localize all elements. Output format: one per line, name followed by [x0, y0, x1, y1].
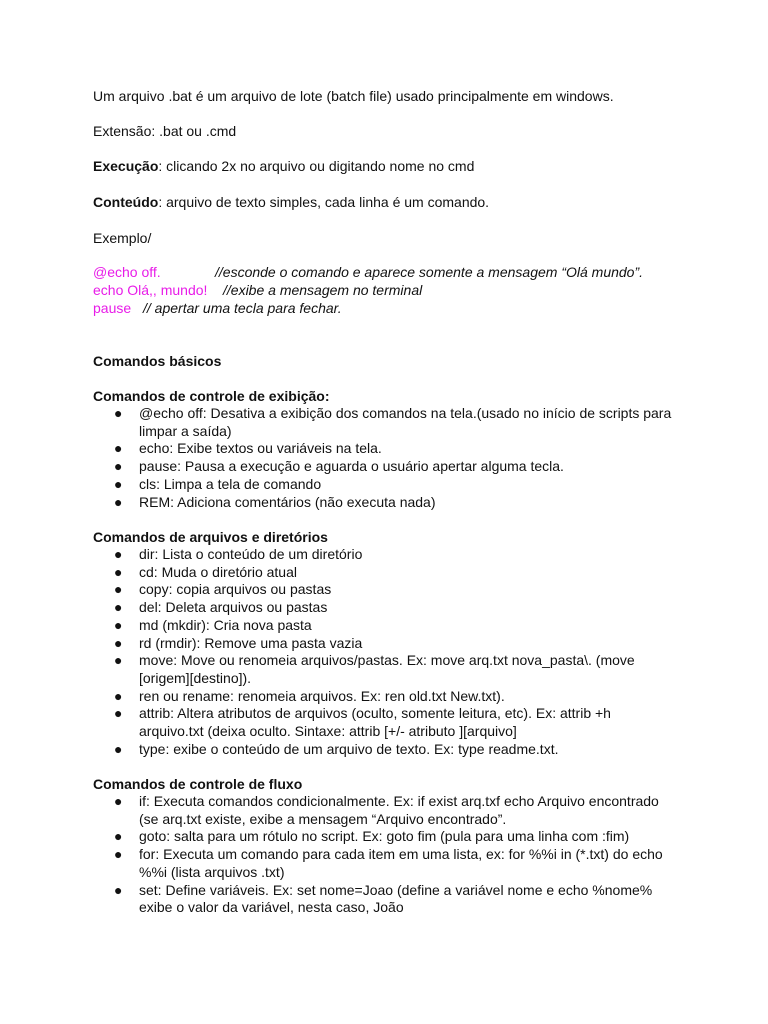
list-item-text: rd (rmdir): Remove uma pasta vazia — [139, 634, 363, 651]
list-item — [93, 494, 673, 512]
bullet-icon: ● — [114, 405, 123, 421]
bullet-icon: ● — [114, 475, 123, 492]
list-item-text: REM: Adiciona comentários (não executa nada) — [139, 493, 436, 510]
section-heading: Comandos de arquivos e diretórios — [93, 529, 328, 545]
code-command: echo Olá,, mundo! — [93, 282, 208, 298]
list-item — [93, 741, 673, 759]
code-line — [93, 263, 643, 281]
list-item — [93, 882, 673, 917]
list-item-text: md (mkdir): Cria nova pasta — [139, 616, 312, 633]
list-item — [93, 652, 673, 687]
bullet-icon: ● — [114, 563, 123, 580]
example-label: Exemplo/ — [93, 230, 152, 246]
list-item-text: move: Move ou renomeia arquivos/pastas. Ex: move arq.txt nova_pasta\. (move [origem][destino]). — [139, 652, 635, 686]
bullet-icon: ● — [114, 846, 123, 863]
list-item — [93, 476, 673, 494]
bullet-icon: ● — [114, 652, 123, 669]
bullet-icon: ● — [114, 493, 123, 510]
content-text: : arquivo de texto simples, cada linha é um comando. — [158, 194, 490, 210]
bullet-icon: ● — [114, 546, 123, 562]
list-item-text: ren ou rename: renomeia arquivos. Ex: ren old.txt New.txt). — [139, 687, 505, 704]
bullet-icon: ● — [114, 634, 123, 651]
list-item-text: echo: Exibe textos ou variáveis na tela. — [139, 440, 382, 457]
list-item-text: dir: Lista o conteúdo de um diretório — [139, 546, 363, 562]
execution-label: Execução — [93, 158, 159, 174]
bullet-icon: ● — [114, 793, 123, 809]
bullet-icon: ● — [114, 881, 123, 898]
list-item — [93, 458, 673, 476]
list-item — [93, 599, 673, 617]
list-item — [93, 617, 673, 635]
code-command: pause — [93, 300, 132, 316]
bullet-list — [93, 405, 673, 511]
intro-paragraph: Um arquivo .bat é um arquivo de lote (batch file) usado principalmente em windows. — [93, 88, 614, 104]
bullet-list — [93, 793, 673, 917]
list-item — [93, 564, 673, 582]
list-item — [93, 846, 673, 881]
list-item-text: cls: Limpa a tela de comando — [139, 475, 322, 492]
code-line — [93, 281, 422, 299]
content-label: Conteúdo — [93, 194, 159, 210]
bullet-icon: ● — [114, 687, 123, 704]
bullet-icon: ● — [114, 440, 123, 457]
bullet-list — [93, 546, 673, 758]
extension-paragraph: Extensão: .bat ou .cmd — [93, 123, 237, 139]
list-item — [93, 705, 673, 740]
execution-text: : clicando 2x no arquivo ou digitando nome no cmd — [158, 158, 475, 174]
execution-paragraph — [93, 157, 474, 175]
list-item — [93, 828, 673, 846]
list-item — [93, 793, 673, 828]
list-item-text: del: Deleta arquivos ou pastas — [139, 599, 328, 616]
bullet-icon: ● — [114, 599, 123, 616]
bullet-icon: ● — [114, 740, 123, 757]
list-item-text: type: exibe o conteúdo de um arquivo de texto. Ex: type readme.txt. — [139, 740, 559, 757]
code-command: @echo off. — [93, 264, 161, 280]
list-item — [93, 546, 673, 564]
list-item-text: attrib: Altera atributos de arquivos (oculto, somente leitura, etc). Ex: attrib +h arquivo.txt (deixa oculto. Sintaxe: attrib [+/- atributo ][arquivo] — [139, 705, 611, 740]
list-item-text: for: Executa um comando para cada item em uma lista, ex: for %%i in (*.txt) do echo %%i (lista arquivos .txt) — [139, 846, 663, 880]
list-item-text: if: Executa comandos condicionalmente. Ex: if exist arq.txf echo Arquivo encontrado (se arq.txt existe, exibe a mensagem “Arquivo encontrado”. — [139, 793, 659, 827]
list-item-text: cd: Muda o diretório atual — [139, 563, 297, 580]
list-item-text: pause: Pausa a execução e aguarda o usuário apertar alguma tecla. — [139, 458, 564, 475]
bullet-icon: ● — [114, 581, 123, 598]
bullet-icon: ● — [114, 616, 123, 633]
bullet-icon: ● — [114, 828, 123, 845]
list-item-text: copy: copia arquivos ou pastas — [139, 581, 332, 598]
list-item — [93, 581, 673, 599]
list-item — [93, 688, 673, 706]
code-comment: //exibe a mensagem no terminal — [223, 282, 423, 298]
section-heading: Comandos de controle de fluxo — [93, 776, 303, 792]
list-item-text: goto: salta para um rótulo no script. Ex: goto fim (pula para uma linha com :fim) — [139, 828, 630, 845]
section-heading: Comandos de controle de exibição: — [93, 388, 330, 404]
basic-commands-heading: Comandos básicos — [93, 353, 222, 369]
content-paragraph — [93, 193, 489, 211]
list-item — [93, 440, 673, 458]
code-comment: // apertar uma tecla para fechar. — [143, 300, 342, 316]
code-comment: //esconde o comando e aparece somente a mensagem “Olá mundo”. — [215, 264, 644, 280]
list-item-text: set: Define variáveis. Ex: set nome=Joao (define a variável nome e echo %nome% exibe o valor da variável, nesta caso, João — [139, 881, 653, 916]
bullet-icon: ● — [114, 705, 123, 722]
list-item — [93, 635, 673, 653]
code-line — [93, 299, 342, 317]
bullet-icon: ● — [114, 458, 123, 475]
list-item-text: @echo off: Desativa a exibição dos comandos na tela.(usado no início de scripts para limpar a saída) — [139, 405, 672, 439]
list-item — [93, 405, 673, 440]
